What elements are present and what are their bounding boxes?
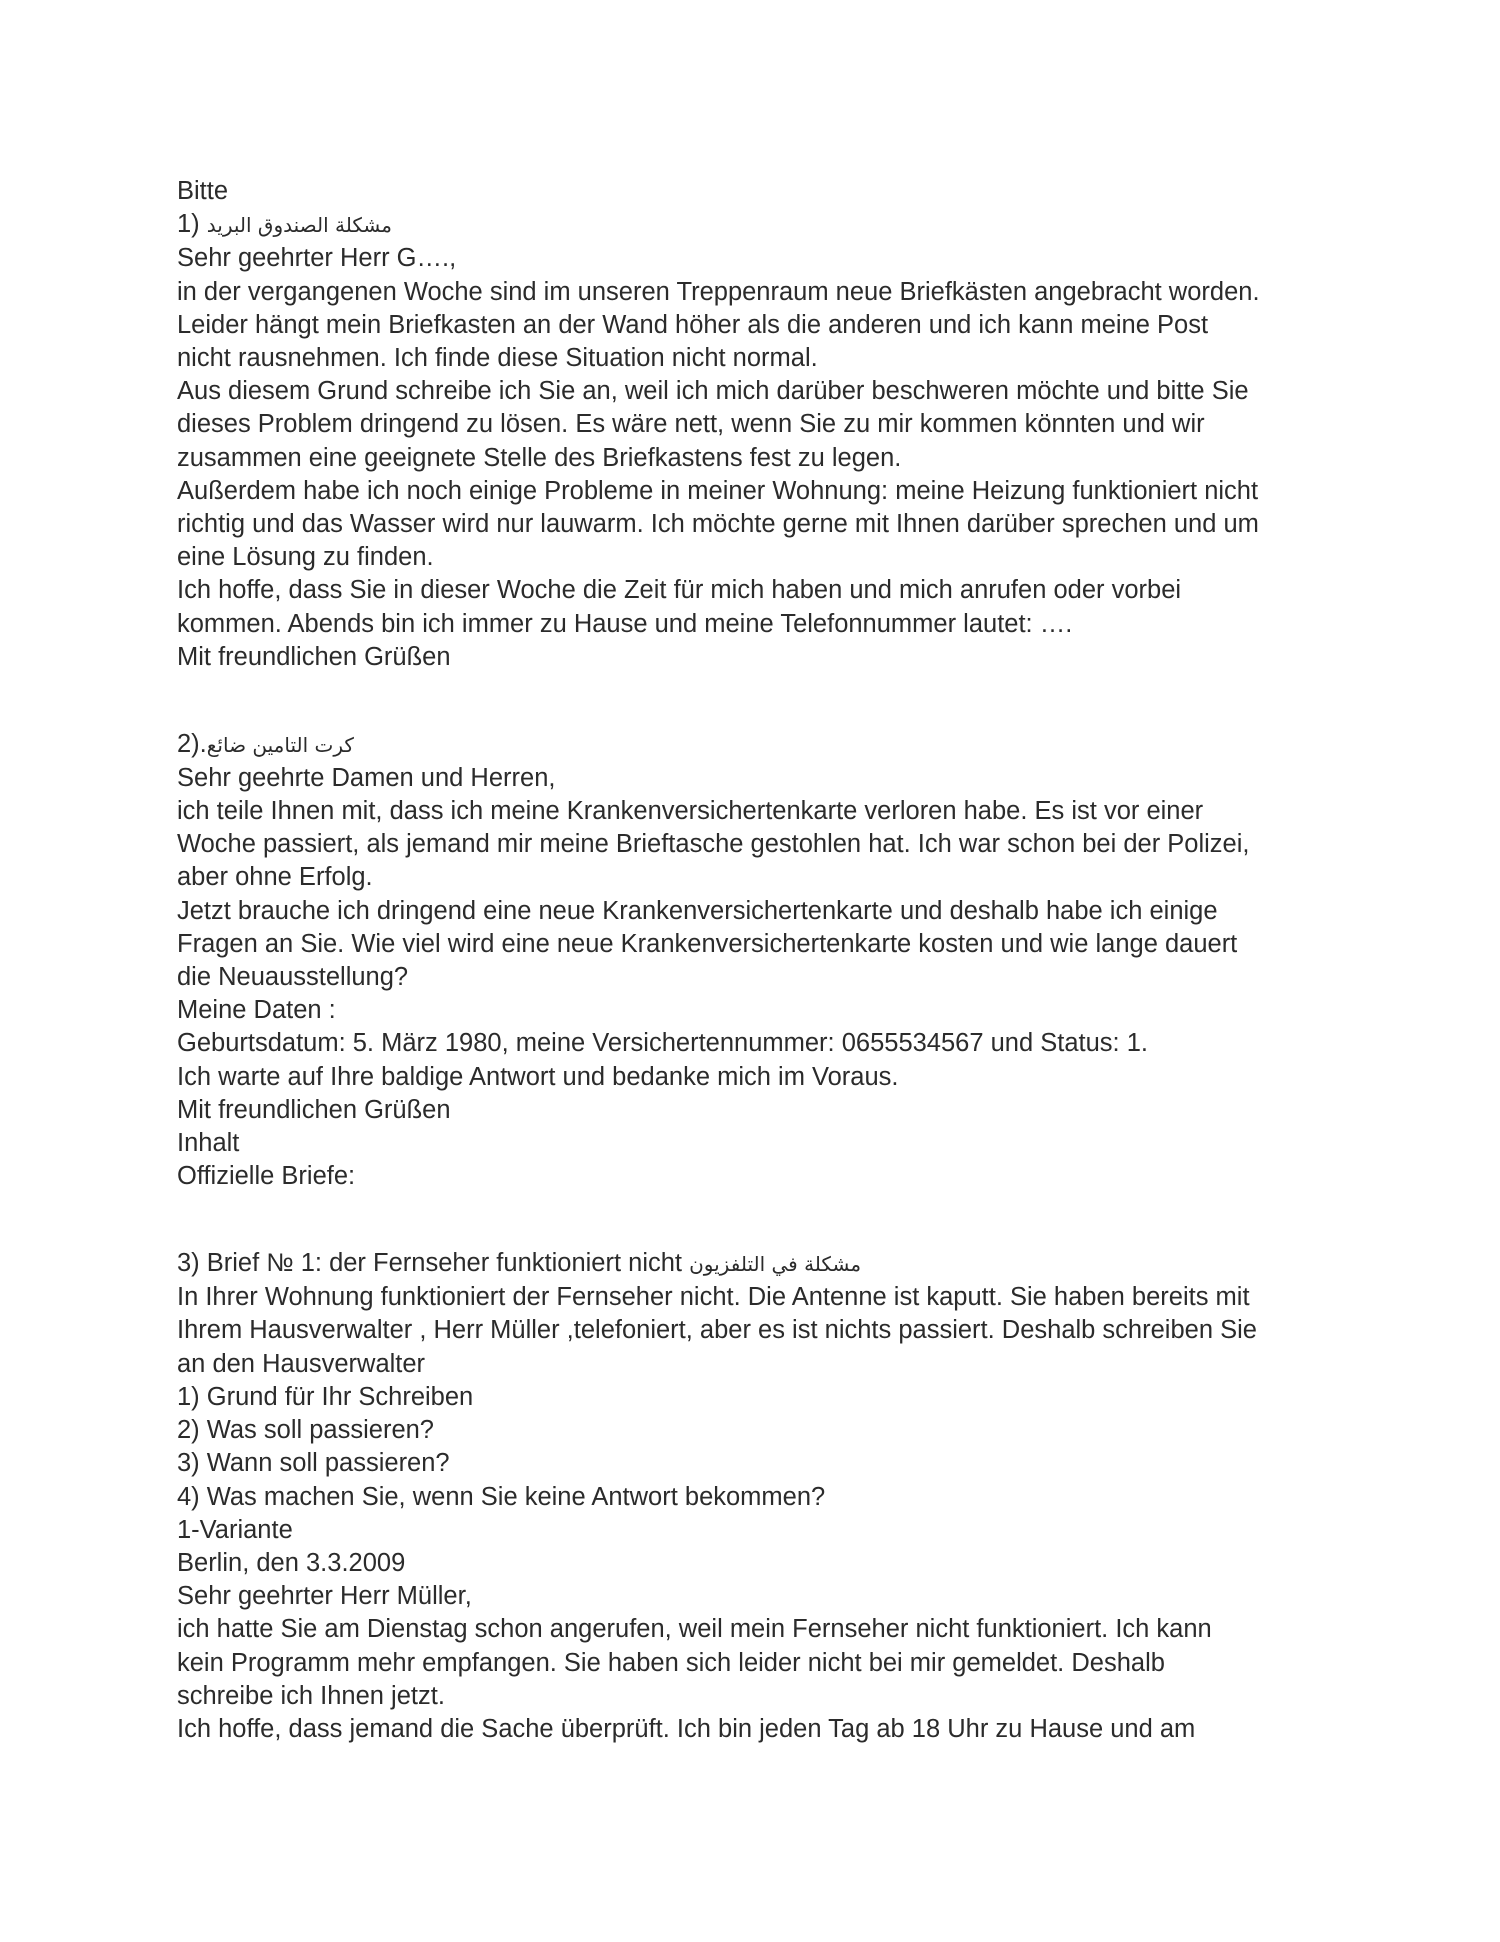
letter1-line: richtig und das Wasser wird nur lauwarm. Ich möchte gerne mit Ihnen darüber sprechen und um bbox=[177, 510, 1259, 539]
letter1-line: dieses Problem dringend zu lösen. Es wäre nett, wenn Sie zu mir kommen könnten und wir bbox=[177, 410, 1205, 439]
letter1-line: Außerdem habe ich noch einige Probleme in meiner Wohnung: meine Heizung funktioniert nicht bbox=[177, 476, 1259, 505]
document-text bbox=[177, 175, 1327, 1746]
letter1-closing: Mit freundlichen Grüßen bbox=[177, 642, 451, 671]
letter3-line: Ich hoffe, dass jemand die Sache überprüft. Ich bin jeden Tag ab 18 Uhr zu Hause und am bbox=[177, 1714, 1196, 1743]
letter3-line: Ihrem Hausverwalter , Herr Müller ,telefoniert, aber es ist nichts passiert. Deshalb schreiben Sie bbox=[177, 1316, 1257, 1345]
letter1-line: Leider hängt mein Briefkasten an der Wand höher als die anderen und ich kann meine Post bbox=[177, 310, 1209, 339]
letter3-line: In Ihrer Wohnung funktioniert der Fernseher nicht. Die Antenne ist kaputt. Sie haben bereits mit bbox=[177, 1283, 1250, 1312]
letter1-line: kommen. Abends bin ich immer zu Hause und meine Telefonnummer lautet: …. bbox=[177, 609, 1073, 638]
letter3-line: Sehr geehrter Herr Müller, bbox=[177, 1582, 472, 1611]
letter3-heading-arabic: مشكلة في التلفزيون bbox=[689, 1252, 862, 1277]
letter3-heading bbox=[177, 1247, 1327, 1281]
letter3-line: Berlin, den 3.3.2009 bbox=[177, 1548, 406, 1577]
letter3-heading-text: 3) Brief № 1: der Fernseher funktioniert nicht bbox=[177, 1249, 682, 1278]
letter2-line: Inhalt bbox=[177, 1129, 240, 1158]
intro-line: Bitte bbox=[177, 177, 229, 205]
letter1-heading bbox=[177, 208, 1327, 242]
letter3-list-item: 1) Grund für Ihr Schreiben bbox=[177, 1382, 474, 1411]
letter2-heading bbox=[177, 728, 1327, 762]
letter1-line: nicht rausnehmen. Ich finde diese Situation nicht normal. bbox=[177, 344, 818, 373]
letter2-line: aber ohne Erfolg. bbox=[177, 863, 373, 892]
letter3-list-item: 2) Was soll passieren? bbox=[177, 1416, 434, 1445]
letter1-line: Aus diesem Grund schreibe ich Sie an, weil ich mich darüber beschweren möchte und bitte Sie bbox=[177, 377, 1249, 406]
letter3-line: schreibe ich Ihnen jetzt. bbox=[177, 1681, 445, 1710]
letter1-line: Ich hoffe, dass Sie in dieser Woche die Zeit für mich haben und mich anrufen oder vorbei bbox=[177, 576, 1182, 605]
letter2-line: Sehr geehrte Damen und Herren, bbox=[177, 763, 556, 792]
section-spacer bbox=[177, 674, 1327, 728]
letter2-line: die Neuausstellung? bbox=[177, 963, 409, 992]
letter2-line: Jetzt brauche ich dringend eine neue Krankenversichertenkarte und deshalb habe ich einige bbox=[177, 896, 1218, 925]
letter2-line: ich teile Ihnen mit, dass ich meine Krankenversichertenkarte verloren habe. Es ist vor einer bbox=[177, 797, 1204, 826]
letter2-closing: Mit freundlichen Grüßen bbox=[177, 1095, 451, 1124]
letter3-line: an den Hausverwalter bbox=[177, 1349, 426, 1378]
letter1-heading-number: 1) bbox=[177, 210, 200, 239]
letter3-list-item: 3) Wann soll passieren? bbox=[177, 1449, 450, 1478]
letter1-line: Sehr geehrter Herr G…., bbox=[177, 244, 457, 273]
letter3-line: 1-Variante bbox=[177, 1515, 293, 1544]
letter2-line: Geburtsdatum: 5. März 1980, meine Versichertennummer: 0655534567 und Status: 1. bbox=[177, 1029, 1148, 1058]
letter3-list-item: 4) Was machen Sie, wenn Sie keine Antwort bekommen? bbox=[177, 1482, 826, 1511]
letter1-heading-arabic: مشكلة الصندوق البريد bbox=[206, 213, 392, 238]
letter2-line: Offizielle Briefe: bbox=[177, 1162, 356, 1191]
letter2-heading-number: 2). bbox=[177, 729, 207, 758]
section-spacer bbox=[177, 1193, 1327, 1247]
letter1-line: eine Lösung zu finden. bbox=[177, 543, 434, 572]
letter2-line: Meine Daten : bbox=[177, 996, 336, 1025]
letter2-heading-arabic: كرت التامين ضائع bbox=[206, 732, 354, 757]
letter3-line: ich hatte Sie am Dienstag schon angerufen, weil mein Fernseher nicht funktioniert. Ich kann bbox=[177, 1615, 1212, 1644]
letter2-line: Ich warte auf Ihre baldige Antwort und bedanke mich im Voraus. bbox=[177, 1062, 899, 1091]
letter3-line: kein Programm mehr empfangen. Sie haben sich leider nicht bei mir gemeldet. Deshalb bbox=[177, 1648, 1165, 1677]
letter2-line: Fragen an Sie. Wie viel wird eine neue Krankenversichertenkarte kosten und wie lange dauert bbox=[177, 929, 1238, 958]
letter2-line: Woche passiert, als jemand mir meine Brieftasche gestohlen hat. Ich war schon bei der Polizei, bbox=[177, 830, 1250, 859]
letter1-line: zusammen eine geeignete Stelle des Briefkastens fest zu legen. bbox=[177, 443, 902, 472]
letter1-line: in der vergangenen Woche sind im unseren Treppenraum neue Briefkästen angebracht worden. bbox=[177, 277, 1260, 306]
